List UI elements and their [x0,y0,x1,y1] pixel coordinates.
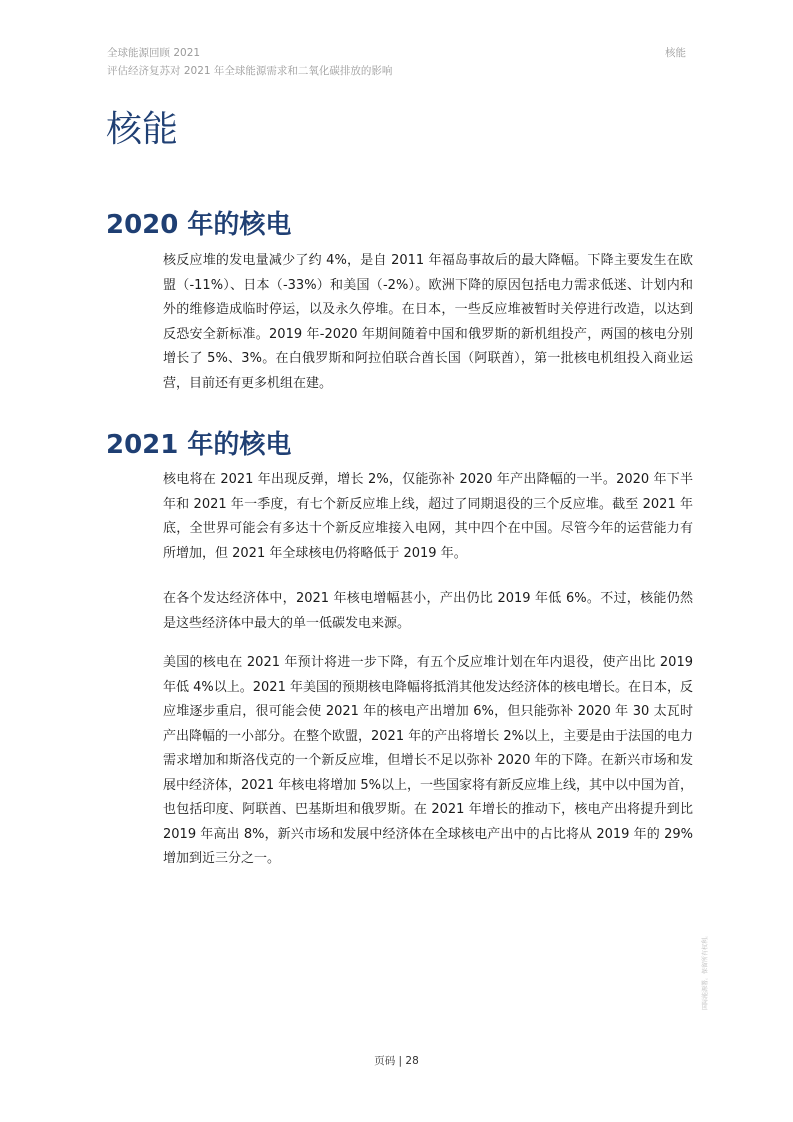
chapter-title: 核能 [106,109,179,150]
report-title: 全球能源回顾 2021 [107,47,201,59]
section-title-2021: 2021 年的核电 [106,430,292,460]
section-title-2020: 2020 年的核电 [106,210,292,240]
copyright-note: 国际能源署。保留所有权利。 [702,931,709,1010]
running-header-section: 核能 [665,47,686,59]
running-header-left [107,44,392,80]
report-subtitle: 评估经济复苏对 2021 年全球能源需求和二氧化碳排放的影响 [107,65,393,77]
paragraph-2021-3: 美国的核电在 2021 年预计将进一步下降，有五个反应堆计划在年内退役，使产出比 2019 年低 4%以上。2021 年美国的预期核电降幅将抵消其他发达经济体的核电增长。在日本，反应堆逐步重启，很可能会使 2021 年的核电产出增加 6%，但只能弥补 2020 年 30 太瓦时产出降幅的一小部分。在整个欧盟，2021 年的产出将增长 2%以上，主要是由于法国的电力需求增加和斯洛伐克的一个新反应堆，但增长不足以弥补 2020 年的下降。在新兴市场和发展中经济体，2021 年核电将增加 5%以上，一些国家将有新反应堆上线，其中以中国为首，也包括印度、阿联酋、巴基斯坦和俄罗斯。在 2021 年增长的推动下，核电产出将提升到比 2019 年高出 8%，新兴市场和发展中经济体在全球核电产出中的占比将从 2019 年的 29%增加到近三分之一。 [163,655,693,866]
paragraph-2021-2: 在各个发达经济体中，2021 年核电增幅甚小，产出仍比 2019 年低 6%。不过，核能仍然是这些经济体中最大的单一低碳发电来源。 [163,591,693,631]
paragraph-2021-1: 核电将在 2021 年出现反弹，增长 2%，仅能弥补 2020 年产出降幅的一半。2020 年下半年和 2021 年一季度，有七个新反应堆上线，超过了同期退役的三个反应堆。截至 2021 年底，全世界可能会有多达十个新反应堆接入电网，其中四个在中国。尽管今年的运营能力有所增加，但 2021 年全球核电仍将略低于 2019 年。 [163,472,693,561]
page-number: 页码 | 28 [374,1055,419,1067]
paragraph-2020-1: 核反应堆的发电量减少了约 4%，是自 2011 年福岛事故后的最大降幅。下降主要发生在欧盟（-11%）、日本（-33%）和美国（-2%）。欧洲下降的原因包括电力需求低迷、计划内和外的维修造成临时停运，以及永久停堆。在日本，一些反应堆被暂时关停进行改造，以达到反恐安全新标准。2019 年-2020 年期间随着中国和俄罗斯的新机组投产，两国的核电分别增长了 5%、3%。在白俄罗斯和阿拉伯联合酋长国（阿联酋），第一批核电机组投入商业运营，目前还有更多机组在建。 [163,253,693,391]
